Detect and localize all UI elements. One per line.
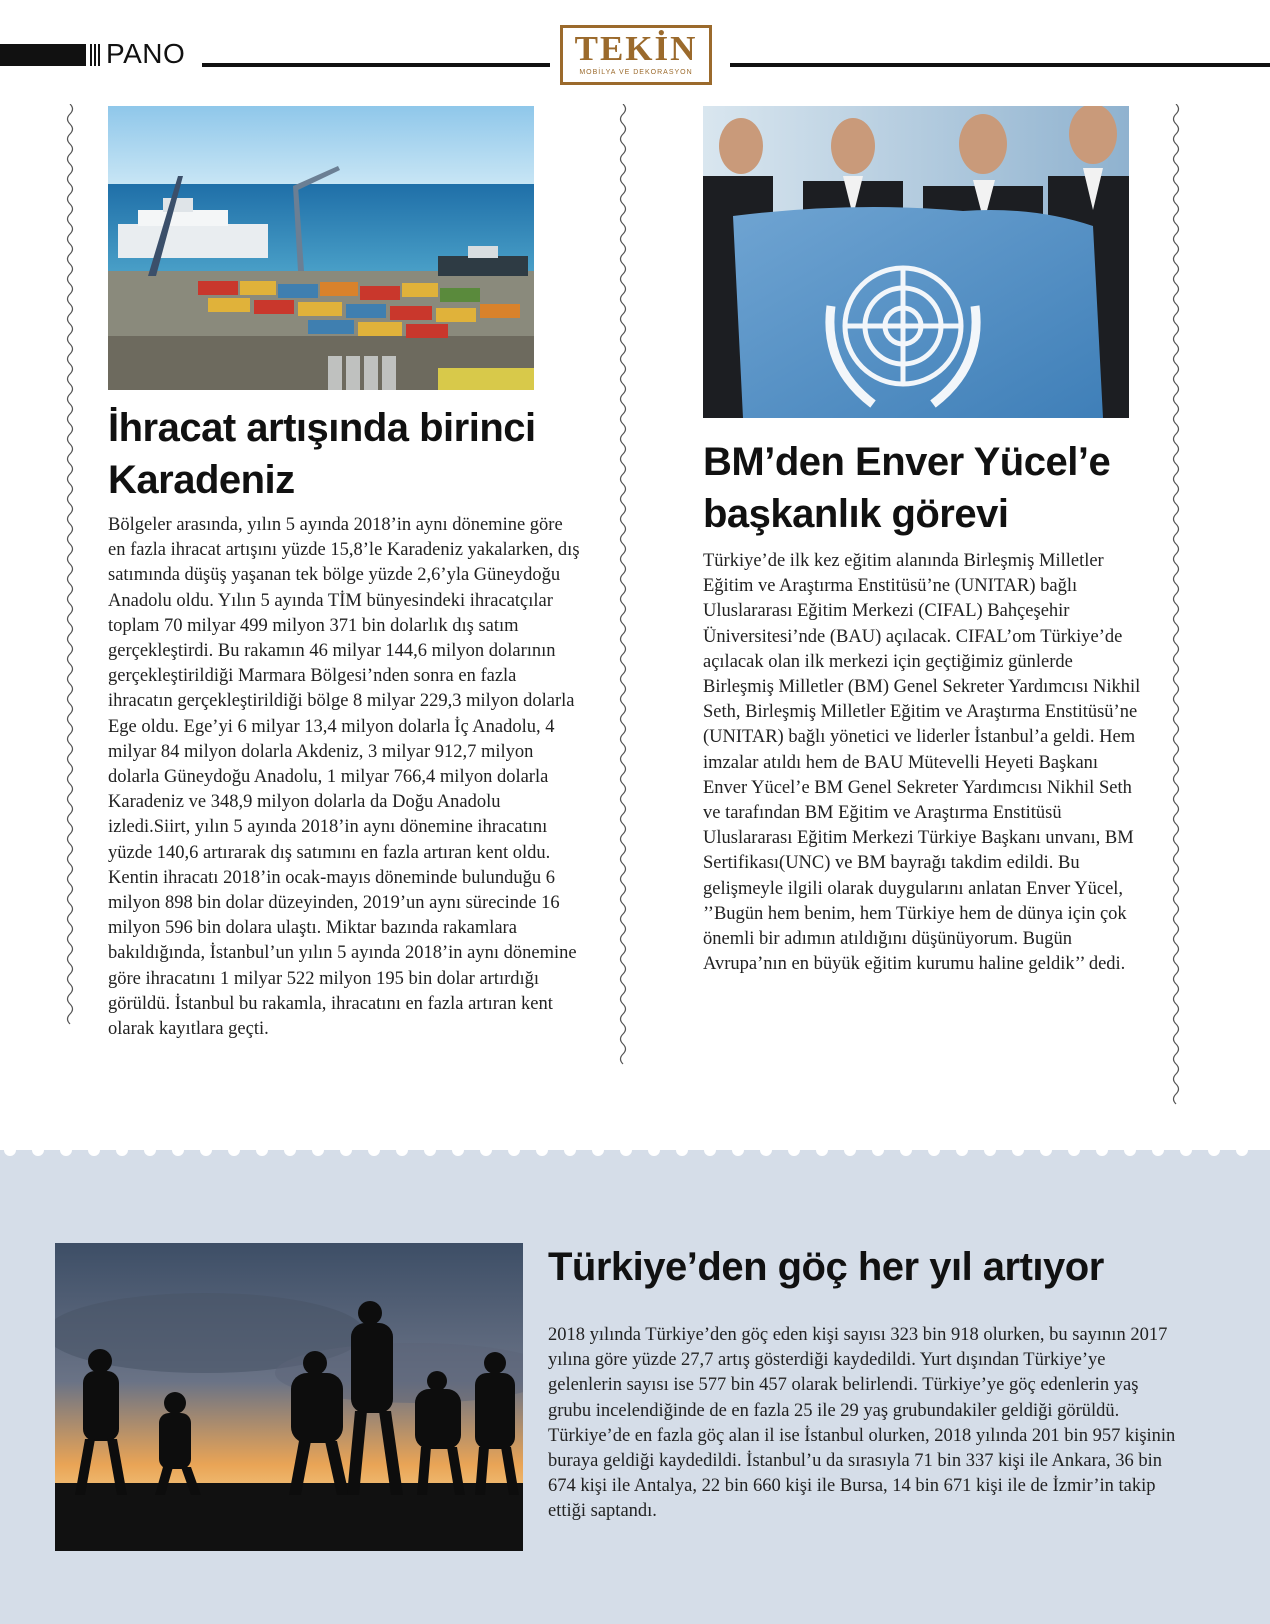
article-headline [548,1241,1248,1293]
migrants-silhouette-photo [55,1243,523,1551]
headline-line: İhracat artışında birinci [108,406,536,450]
header-black-bar [0,44,86,66]
wavy-divider-right [1170,104,1182,1124]
un-flag-ceremony-photo [703,106,1129,418]
section-label: PANO [106,38,186,69]
header-rule-right [730,63,1270,67]
header-stripes [90,44,104,66]
article-headline [703,436,1163,540]
wavy-divider-center [617,104,629,1124]
article-headline [108,402,608,506]
header-rule-left [202,63,550,67]
headline-line: BM’den Enver Yücel’e [703,440,1111,484]
headline-line: Karadeniz [108,458,295,502]
harbor-photo [108,106,534,390]
headline-line: başkanlık görevi [703,492,1009,536]
article-body: Bölgeler arasında, yılın 5 ayında 2018’in aynı dönemine göre en fazla ihracat artışını yüzde 15,8’le Karadeniz yakalarken, dış satımında düşüş yaşanan tek bölge yüzde 2,6’yla Güneydoğu Anadolu oldu. Yılın 5 ayında TİM bünyesindeki ihracatçılar toplam 70 milyar 499 milyon 371 bin dolarlık dış satım gerçekleştirdi. Bu rakamın 46 milyar 144,6 milyon dolarının gerçekleştirildiği Marmara Bölgesi’nden sonra en fazla ihracatın gerçekleştirildiği bölge 8 milyar 229,3 milyon dolarla Ege oldu. Ege’yi 6 milyar 13,4 milyon dolarla İç Anadolu, 4 milyar 84 milyon dolarla Akdeniz, 3 milyar 912,7 milyon dolarla Güneydoğu Anadolu, 1 milyar 766,4 milyon dolarla Karadeniz ve 348,9 milyon dolarla da Doğu Anadolu izledi.Siirt, yılın 5 ayında 2018’in aynı dönemine ihracatını yüzde 140,6 artırarak dış satımını en fazla artıran kent oldu. Kentin ihracatı 2018’in ocak-mayıs döneminde bulunduğu 6 milyon 898 bin dolar düzeyinden, 2019’un aynı sürecinde 16 milyon 596 bin dolara ulaştı. Miktar bazında rakamlara bakıldığında, İstanbul’un yılın 5 ayında 2018’in aynı dönemine göre ihracatını 1 milyar 522 milyon 195 bin dolar artırdığı görüldü. İstanbul bu rakamla, ihracatını en fazla artıran kent olarak kayıtlara geçti. [108,515,580,1040]
brand-logo [560,25,712,85]
article-body: Türkiye’de ilk kez eğitim alanında Birleşmiş Milletler Eğitim ve Araştırma Enstitüsü’ne (UNITAR) bağlı Uluslararası Eğitim Merkezi (CIFAL) Bahçeşehir Üniversitesi’nde (BAU) açılacak. CIFAL’om Türkiye’de açılacak olan ilk merkezi için geçtiğimiz günlerde Birleşmiş Milletler (BM) Genel Sekreter Yardımcısı Nikhil Seth, Birleşmiş Milletler Eğitim ve Araştırma Enstitüsü’ne (UNITAR) bağlı yönetici ve liderler İstanbul’a geldi. Hem imzalar atıldı hem de BAU Mütevelli Heyeti Başkanı Enver Yücel’e BM Genel Sekreter Yardımcısı Nikhil Seth ve tarafından BM Eğitim ve Araştırma Enstitüsü Uluslararası Eğitim Merkezi Türkiye Başkanı unvanı, BM Sertifikası(UNC) ve BM bayrağı takdim edildi. Bu gelişmeyle ilgili olarak duygularını anlatan Enver Yücel, ’’Bugün hem benim, hem Türkiye hem de dünya için çok önemli bir adımın atıldığını düşünüyorum. Bugün Avrupa’nın en büyük eğitim kurumu haline geldik’’ dedi. [703,551,1141,975]
logo-tagline: MOBİLYA VE DEKORASYON [579,69,693,76]
article-body: 2018 yılında Türkiye’den göç eden kişi sayısı 323 bin 918 olurken, bu sayının 2017 yılına göre yüzde 27,7 artış gösterdiği kaydedildi. Yurt dışından Türkiye’ye gelenlerin sayısı ise 577 bin 457 olarak belirlendi. Türkiye’ye göç edenlerin yaş grubu incelendiğinde de en fazla 25 ile 29 yaş grubundakiler geldiği görüldü. Türkiye’de en fazla göç alan il ise İstanbul olurken, 2018 yılında 201 bin 957 kişinin buraya geldiği kaydedildi. İstanbul’u da sırasıyla 71 bin 337 kişi ile Ankara, 36 bin 674 kişi ile Antalya, 22 bin 660 kişi ile Bursa, 14 bin 671 kişi ile de İzmir’in takip ettiği saptandı. [548,1325,1176,1522]
wavy-divider-left [64,104,76,1124]
headline-line: Türkiye’den göç her yıl artıyor [548,1245,1104,1289]
logo-name: TEKİN [574,29,698,68]
band-scalloped-edge [0,1142,1270,1158]
